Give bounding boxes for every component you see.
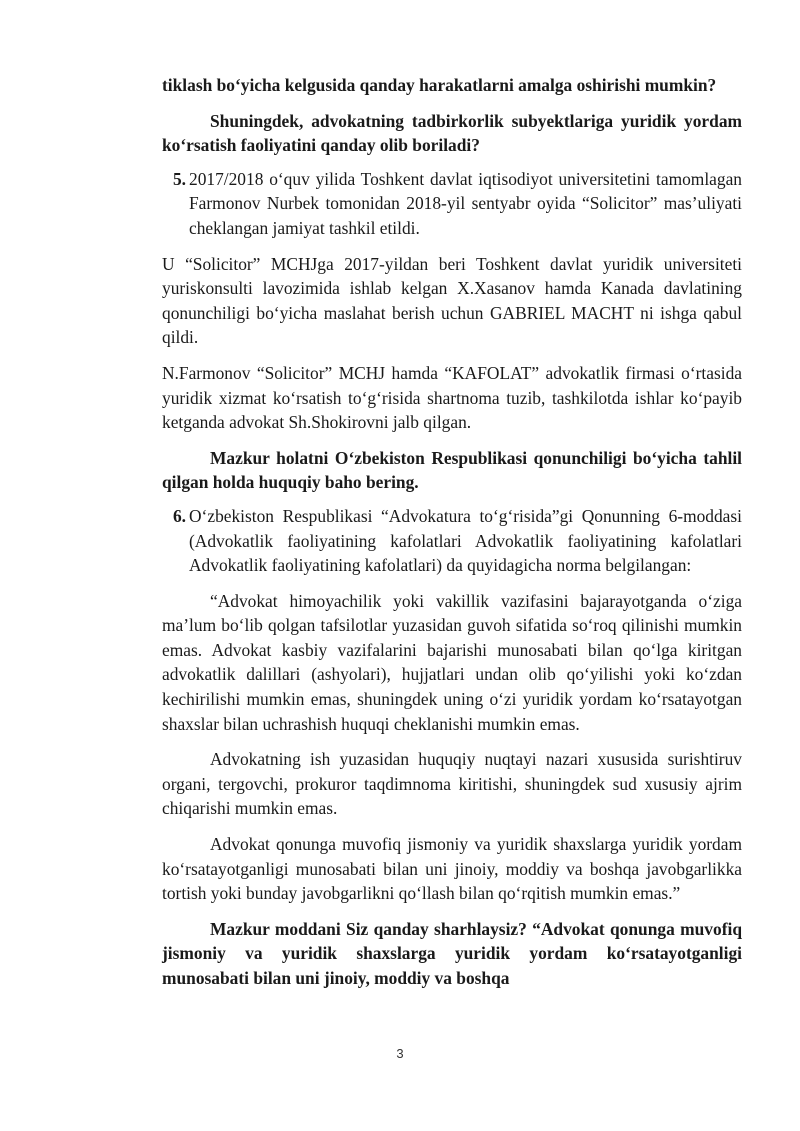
question-entrepreneurship: Shuningdek, advokatning tadbirkorlik subyektlariga yuridik yordam ko‘rsatish faoliyatini qanday olib boriladi? (162, 110, 742, 156)
question-continuation: tiklash bo‘yicha kelgusida qanday harakatlarni amalga oshirishi mumkin? (162, 75, 717, 95)
page-number: 3 (396, 1046, 404, 1061)
case-item-6 (162, 504, 742, 578)
item-number: 5. (172, 168, 186, 189)
quote-paragraph-1: “Advokat himoyachilik yoki vakillik vazifasini bajarayotganda o‘ziga ma’lum bo‘lib qolgan tafsilotlar yuzasidan guvoh sifatida so‘roq qilinishi mumkin emas. Advokat kasbiy vazifalarini bajarishi munosabati bilan qo‘lga kiritgan advokatlik dalillari (ashyolari), hujjatlari undan olib qo‘yilishi yoki ko‘zdan kechirilishi mumkin emas, shuningdek uning o‘zi yuridik yordam ko‘rsatayotgan shaxslar bilan uchrashish huquqi cheklanishi mumkin emas. (162, 590, 742, 734)
item-number: 6. (172, 505, 186, 526)
case-paragraph-hiring: U “Solicitor” MCHJga 2017-yildan beri Toshkent davlat yuridik universiteti yuriskonsulti lavozimida ishlab kelgan X.Xasanov hamda Kanada davlatining qonunchiligi bo‘yicha maslahat berish uchun GABRIEL MACHT ni ishga qabul qildi. (162, 253, 742, 348)
document-page (162, 73, 742, 991)
question-commentary: Mazkur moddani Siz qanday sharhlaysiz? “Advokat qonunga muvofiq jismoniy va yuridik shaxslarga yuridik yordam ko‘rsatayotganligi munosabati bilan uni jinoiy, moddiy va boshqa (162, 918, 742, 988)
item-text: O‘zbekiston Respublikasi “Advokatura to‘g‘risida”gi Qonunning 6-moddasi (Advokatlik faoliyatining kafolatlari Advokatlik faoliyatining kafolatlari Advokatlik faoliyatining kafolatlari) da quyidagicha norma belgilangan: (189, 505, 742, 576)
item-text: 2017/2018 o‘quv yilida Toshkent davlat iqtisodiyot universitetini tamomlagan Farmonov Nurbek tomonidan 2018-yil sentyabr oyida “Solicitor” mas’uliyati cheklangan jamiyat tashkil etildi. (189, 168, 742, 238)
quote-paragraph-3: Advokat qonunga muvofiq jismoniy va yuridik shaxslarga yuridik yordam ko‘rsatayotganligi munosabati bilan uni jinoiy, moddiy va boshqa javobgarlikka tortish yoki bunday javobgarlikni qo‘llash bilan qo‘rqitish mumkin emas.” (162, 834, 742, 904)
case-paragraph-contract: N.Farmonov “Solicitor” MCHJ hamda “KAFOLAT” advokatlik firmasi o‘rtasida yuridik xizmat ko‘rsatish to‘g‘risida shartnoma tuzib, tashkilotda ishlar ko‘payib ketganda advokat Sh.Shokirovni jalb qilgan. (162, 362, 742, 433)
quote-paragraph-2: Advokatning ish yuzasidan huquqiy nuqtayi nazari xususida surishtiruv organi, tergovchi, prokuror taqdimnoma kiritishi, shuningdek sud xususiy ajrim chiqarishi mumkin emas. (162, 749, 742, 819)
task-legal-assessment: Mazkur holatni O‘zbekiston Respublikasi qonunchiligi bo‘yicha tahlil qilgan holda huquqiy baho bering. (162, 447, 742, 493)
case-item-5 (162, 167, 742, 241)
